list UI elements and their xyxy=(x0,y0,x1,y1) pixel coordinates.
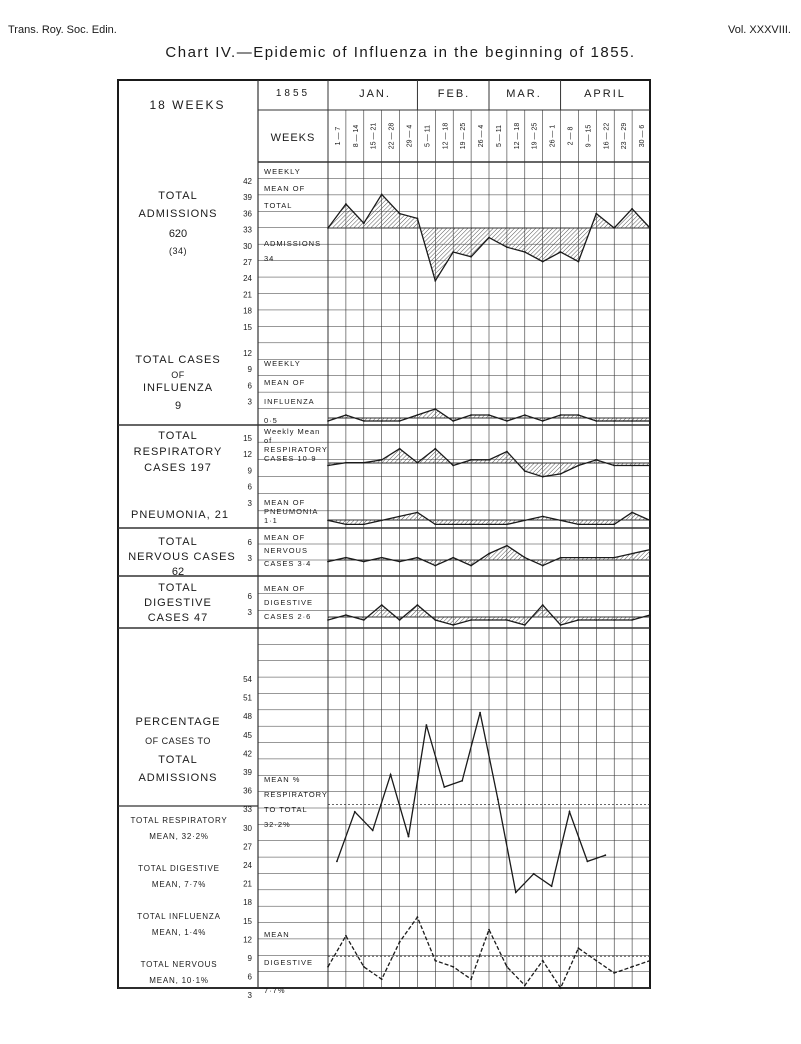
respiratory-point-5 xyxy=(417,462,419,464)
digestive-point-11 xyxy=(524,624,526,626)
pneumonia-point-12 xyxy=(542,516,544,518)
influenza-point-3 xyxy=(381,420,383,422)
digestive-point-15 xyxy=(595,619,597,621)
week-range-5: 5 — 11 xyxy=(424,124,432,148)
nervous-point-17 xyxy=(631,553,633,555)
pct-l3: TOTAL xyxy=(158,754,198,766)
admissions-point-9 xyxy=(488,237,490,239)
pct-dig-point-14 xyxy=(578,947,580,949)
resp-l2: RESPIRATORY xyxy=(133,446,223,458)
pct-l4: ADMISSIONS xyxy=(138,772,218,784)
week-range-11: 19 — 25 xyxy=(531,122,539,150)
pct-resp-point-2 xyxy=(372,830,374,832)
journal-header: Trans. Roy. Soc. Edin. xyxy=(8,24,117,36)
week-range-2: 15 — 21 xyxy=(370,122,378,150)
pct-dig-point-9 xyxy=(488,929,490,931)
pct-tick-0: 54 xyxy=(243,675,252,684)
pneumonia-point-5 xyxy=(417,512,419,514)
adm-tick-0: 42 xyxy=(243,177,252,186)
resp-tick-0: 15 xyxy=(243,434,252,443)
adm-tick-5: 27 xyxy=(243,258,252,267)
mean-resp-a: TOTAL RESPIRATORY xyxy=(130,816,228,825)
pct-dig-point-7 xyxy=(452,966,454,968)
influenza-point-1 xyxy=(345,414,347,416)
influenza-point-12 xyxy=(542,420,544,422)
pct-tick-4: 42 xyxy=(243,749,252,759)
respiratory-point-2 xyxy=(363,462,365,464)
pct-resp-point-3 xyxy=(390,774,392,776)
pneumonia-point-8 xyxy=(470,524,472,526)
influenza-point-5 xyxy=(417,414,419,416)
digestive-point-6 xyxy=(434,619,436,621)
digestive-point-2 xyxy=(363,619,365,621)
pct-dig-point-13 xyxy=(560,987,562,989)
pct-resp-point-4 xyxy=(408,836,410,838)
pneumonia-point-6 xyxy=(434,524,436,526)
nervous-point-16 xyxy=(613,557,615,559)
adm-l4: (34) xyxy=(168,246,187,256)
dig-l3: CASES 47 xyxy=(147,612,209,624)
pneumonia-point-9 xyxy=(488,524,490,526)
admissions-point-18 xyxy=(649,227,651,229)
admissions-point-6 xyxy=(434,280,436,282)
pct-tick-6: 36 xyxy=(243,786,252,796)
week-range-10: 12 — 18 xyxy=(513,122,521,150)
respiratory-point-4 xyxy=(399,448,401,450)
digestive-point-4 xyxy=(399,619,401,621)
pneu-l1: PNEUMONIA, 21 xyxy=(131,509,229,521)
pct-dig-point-8 xyxy=(470,978,472,980)
pct-resp-point-6 xyxy=(443,786,445,788)
chart-title: Chart IV.—Epidemic of Influenza in the beginning of 1855. xyxy=(165,44,636,61)
respiratory-point-14 xyxy=(578,465,580,467)
pneumonia-point-3 xyxy=(381,520,383,522)
nervous-point-12 xyxy=(542,565,544,567)
resp-l1: TOTAL xyxy=(158,430,198,442)
nerv-tick-0: 6 xyxy=(247,538,252,547)
influenza-point-2 xyxy=(363,420,365,422)
admissions-point-1 xyxy=(345,203,347,205)
week-range-9: 5 — 11 xyxy=(495,124,503,148)
pct-tick-13: 15 xyxy=(243,916,252,926)
adm-tick-2: 36 xyxy=(243,209,252,219)
nerv-cell-2: CASES 3·4 xyxy=(264,559,312,568)
week-range-16: 23 — 29 xyxy=(621,122,629,150)
resp-l3: CASES 197 xyxy=(144,462,212,474)
week-range-3: 22 — 28 xyxy=(388,122,396,150)
dig-cell-2: CASES 2·6 xyxy=(264,612,312,621)
pct-resp-point-13 xyxy=(569,811,571,813)
flu-cell-2: INFLUENZA xyxy=(264,397,315,406)
digestive-point-5 xyxy=(417,604,419,606)
pct-resp-point-14 xyxy=(587,861,589,863)
admissions-point-7 xyxy=(452,251,454,253)
pct-tick-2: 48 xyxy=(243,712,252,722)
pct-resp-cell-0: MEAN % xyxy=(264,775,301,784)
pct-dig-cell-2: 7·7% xyxy=(264,986,286,995)
admissions-point-3 xyxy=(381,194,383,196)
pneumonia-point-2 xyxy=(363,524,365,526)
pct-dig-point-10 xyxy=(506,966,508,968)
nervous-point-7 xyxy=(452,557,454,559)
influenza-point-6 xyxy=(434,408,436,410)
resp-cell-3: CASES 10·9 xyxy=(264,454,317,463)
nervous-point-4 xyxy=(399,561,401,563)
month-feb: FEB. xyxy=(437,88,471,100)
digestive-point-8 xyxy=(470,619,472,621)
digestive-point-17 xyxy=(631,619,633,621)
adm-tick-4: 30 xyxy=(243,241,252,251)
resp-tick-3: 6 xyxy=(247,482,252,492)
weeks-label: WEEKS xyxy=(270,132,316,144)
pct-dig-point-5 xyxy=(417,916,419,918)
digestive-point-7 xyxy=(452,624,454,626)
pneumonia-point-11 xyxy=(524,520,526,522)
flu-tick-0: 12 xyxy=(243,349,252,358)
respiratory-point-18 xyxy=(649,465,651,467)
nervous-point-10 xyxy=(506,545,508,547)
nerv-cell-0: MEAN OF xyxy=(264,533,306,542)
nervous-point-6 xyxy=(434,565,436,567)
admissions-point-12 xyxy=(542,261,544,263)
pneumonia-point-13 xyxy=(560,520,562,522)
mean-dig-b: MEAN, 7·7% xyxy=(151,880,207,889)
admissions-point-2 xyxy=(363,222,365,224)
respiratory-point-6 xyxy=(434,448,436,450)
dig-cell-0: MEAN OF xyxy=(264,584,306,593)
admissions-point-4 xyxy=(399,213,401,215)
resp-tick-1: 12 xyxy=(243,450,252,460)
year-label: 1855 xyxy=(275,88,311,99)
digestive-point-12 xyxy=(542,604,544,606)
adm-low-cell-0: ADMISSIONS xyxy=(264,239,322,248)
pct-l2: OF CASES TO xyxy=(145,736,211,746)
mean-flu-a: TOTAL INFLUENZA xyxy=(137,912,221,921)
influenza-point-14 xyxy=(578,414,580,416)
influenza-point-13 xyxy=(560,414,562,416)
nervous-point-18 xyxy=(649,549,651,551)
pct-dig-point-16 xyxy=(613,972,615,974)
week-range-8: 26 — 4 xyxy=(478,124,486,148)
adm-mean-cell-1: MEAN OF xyxy=(264,184,306,193)
pct-dig-point-1 xyxy=(345,935,347,937)
pct-resp-point-11 xyxy=(533,873,535,875)
nerv-tick-1: 3 xyxy=(247,554,252,563)
influenza-point-10 xyxy=(506,420,508,422)
flu-tick-2: 6 xyxy=(247,381,252,391)
pct-tick-9: 27 xyxy=(243,842,252,852)
influenza-point-11 xyxy=(524,414,526,416)
adm-mean-cell-0: WEEKLY xyxy=(264,167,301,176)
pct-tick-7: 33 xyxy=(243,805,252,815)
nerv-l3: 62 xyxy=(171,566,185,578)
pct-resp-point-10 xyxy=(515,892,517,894)
pct-tick-17: 3 xyxy=(247,991,252,1001)
pct-tick-8: 30 xyxy=(243,823,252,833)
pct-dig-point-12 xyxy=(542,960,544,962)
resp-tick-4: 3 xyxy=(247,498,252,508)
respiratory-point-10 xyxy=(506,451,508,453)
pct-resp-point-1 xyxy=(354,811,356,813)
resp-cell-1: of xyxy=(264,436,273,445)
pct-tick-11: 21 xyxy=(243,879,252,889)
influenza-point-17 xyxy=(631,420,633,422)
adm-tick-8: 18 xyxy=(243,306,252,316)
pct-resp-point-0 xyxy=(336,861,338,863)
week-range-6: 12 — 18 xyxy=(442,122,450,150)
flu-l2: OF xyxy=(171,370,185,380)
pct-resp-cell-3: 32·2% xyxy=(264,820,291,829)
week-range-7: 19 — 25 xyxy=(460,122,468,150)
adm-tick-6: 24 xyxy=(243,274,252,284)
pct-tick-14: 12 xyxy=(243,935,252,945)
weeks-count: 18 WEEKS xyxy=(149,98,226,112)
resp-cell-2: RESPIRATORY xyxy=(264,445,328,454)
respiratory-point-7 xyxy=(452,465,454,467)
pneumonia-point-10 xyxy=(506,524,508,526)
nervous-point-5 xyxy=(417,557,419,559)
admissions-point-5 xyxy=(417,218,419,220)
pct-dig-point-0 xyxy=(327,966,329,968)
pneumonia-point-7 xyxy=(452,524,454,526)
pct-tick-1: 51 xyxy=(243,693,252,703)
nervous-point-9 xyxy=(488,553,490,555)
influenza-point-9 xyxy=(488,414,490,416)
resp-tick-2: 9 xyxy=(247,466,252,476)
pct-resp-point-9 xyxy=(497,799,499,801)
week-range-14: 9 — 15 xyxy=(585,124,593,148)
dig-tick-1: 3 xyxy=(247,608,252,617)
nerv-l2: NERVOUS CASES xyxy=(128,551,236,563)
admissions-point-11 xyxy=(524,251,526,253)
nervous-point-8 xyxy=(470,565,472,567)
week-range-1: 8 — 14 xyxy=(352,124,360,148)
pct-tick-3: 45 xyxy=(243,730,252,740)
digestive-point-9 xyxy=(488,619,490,621)
respiratory-point-8 xyxy=(470,459,472,461)
pct-dig-point-4 xyxy=(399,941,401,943)
month-april: APRIL xyxy=(584,88,626,100)
volume-header: Vol. XXXVIII. xyxy=(728,24,791,36)
flu-tick-1: 9 xyxy=(247,365,252,375)
adm-low-cell-1: 34 xyxy=(264,254,275,263)
nervous-point-11 xyxy=(524,557,526,559)
influenza-point-16 xyxy=(613,420,615,422)
respiratory-point-16 xyxy=(613,465,615,467)
nerv-l1: TOTAL xyxy=(158,536,198,548)
pneumonia-point-15 xyxy=(595,524,597,526)
adm-tick-1: 39 xyxy=(243,193,252,203)
admissions-point-14 xyxy=(578,261,580,263)
mean-dig-a: TOTAL DIGESTIVE xyxy=(138,864,220,873)
pct-dig-point-15 xyxy=(595,960,597,962)
month-mar: MAR. xyxy=(506,88,542,100)
pct-l1: PERCENTAGE xyxy=(135,716,221,728)
flu-tick-3: 3 xyxy=(247,397,252,407)
dig-tick-0: 6 xyxy=(247,592,252,601)
admissions-point-16 xyxy=(613,227,615,229)
digestive-point-0 xyxy=(327,619,329,621)
respiratory-point-15 xyxy=(595,459,597,461)
influenza-point-15 xyxy=(595,420,597,422)
pneumonia-point-1 xyxy=(345,524,347,526)
nervous-point-13 xyxy=(560,557,562,559)
dig-l2: DIGESTIVE xyxy=(144,597,212,609)
pneu-cell-2: 1·1 xyxy=(264,516,278,525)
adm-l2: ADMISSIONS xyxy=(138,208,218,220)
pct-dig-cell-0: MEAN xyxy=(264,930,290,939)
pct-resp-point-8 xyxy=(479,712,481,714)
respiratory-point-17 xyxy=(631,465,633,467)
pct-resp-point-15 xyxy=(604,854,606,856)
week-range-15: 16 — 22 xyxy=(603,122,611,150)
respiratory-point-13 xyxy=(560,473,562,475)
pct-resp-point-12 xyxy=(551,885,553,887)
nervous-point-0 xyxy=(327,561,329,563)
week-range-12: 26 — 1 xyxy=(549,124,557,148)
adm-l3: 620 xyxy=(168,228,188,240)
respiratory-point-12 xyxy=(542,476,544,478)
mean-resp-b: MEAN, 32·2% xyxy=(149,832,209,841)
pct-tick-5: 39 xyxy=(243,768,252,777)
admissions-point-0 xyxy=(327,227,329,229)
pct-tick-15: 9 xyxy=(247,954,252,963)
admissions-point-8 xyxy=(470,256,472,258)
digestive-point-16 xyxy=(613,619,615,621)
pneumonia-point-17 xyxy=(631,512,633,514)
flu-cell-3: 0·5 xyxy=(264,416,278,425)
week-range-17: 30 — 6 xyxy=(639,124,647,148)
pneumonia-point-0 xyxy=(327,520,329,522)
nervous-point-1 xyxy=(345,557,347,559)
admissions-point-15 xyxy=(595,213,597,215)
month-jan: JAN. xyxy=(359,88,391,100)
pneumonia-point-4 xyxy=(399,516,401,518)
pct-resp-cell-2: TO TOTAL xyxy=(264,805,308,814)
pneumonia-point-18 xyxy=(649,520,651,522)
pct-resp-point-5 xyxy=(426,724,428,726)
influenza-point-0 xyxy=(327,420,329,422)
digestive-point-18 xyxy=(649,614,651,616)
pneu-cell-0: MEAN OF xyxy=(264,498,306,507)
digestive-point-14 xyxy=(578,619,580,621)
adm-mean-cell-2: TOTAL xyxy=(264,201,293,210)
pneumonia-point-16 xyxy=(613,524,615,526)
adm-tick-9: 15 xyxy=(243,322,252,332)
week-range-0: 1 — 7 xyxy=(334,126,342,146)
flu-cell-0: WEEKLY xyxy=(264,359,301,368)
flu-l4: 9 xyxy=(174,400,182,412)
nervous-point-3 xyxy=(381,557,383,559)
mean-flu-b: MEAN, 1·4% xyxy=(151,928,207,937)
flu-l3: INFLUENZA xyxy=(142,382,214,394)
dig-l1: TOTAL xyxy=(158,582,198,594)
digestive-point-10 xyxy=(506,619,508,621)
nervous-point-14 xyxy=(578,557,580,559)
pct-dig-point-11 xyxy=(524,985,526,987)
respiratory-point-0 xyxy=(327,465,329,467)
influenza-point-7 xyxy=(452,420,454,422)
influenza-point-4 xyxy=(399,420,401,422)
pct-dig-point-18 xyxy=(649,960,651,962)
respiratory-point-1 xyxy=(345,462,347,464)
pct-resp-cell-1: RESPIRATORY xyxy=(264,790,328,799)
pct-dig-point-6 xyxy=(434,960,436,962)
admissions-point-13 xyxy=(560,251,562,253)
pct-tick-16: 6 xyxy=(247,972,252,982)
influenza-point-8 xyxy=(470,414,472,416)
pct-dig-point-17 xyxy=(631,966,633,968)
flu-l1: TOTAL CASES xyxy=(135,354,221,366)
pct-tick-12: 18 xyxy=(243,898,252,908)
nervous-point-2 xyxy=(363,561,365,563)
pct-resp-point-7 xyxy=(461,780,463,782)
pct-dig-point-2 xyxy=(363,966,365,968)
digestive-point-13 xyxy=(560,624,562,626)
admissions-point-10 xyxy=(506,246,508,248)
mean-nerv-a: TOTAL NERVOUS xyxy=(140,960,218,969)
pneumonia-point-14 xyxy=(578,524,580,526)
adm-l1: TOTAL xyxy=(158,190,198,202)
week-range-4: 29 — 4 xyxy=(406,124,414,148)
week-range-13: 2 — 8 xyxy=(567,126,575,146)
respiratory-point-3 xyxy=(381,459,383,461)
pct-tick-10: 24 xyxy=(243,861,252,870)
pct-dig-point-3 xyxy=(381,978,383,980)
respiratory-point-11 xyxy=(524,470,526,472)
nerv-cell-1: NERVOUS xyxy=(264,546,308,555)
adm-tick-7: 21 xyxy=(243,290,252,300)
digestive-point-3 xyxy=(381,604,383,606)
nervous-point-15 xyxy=(595,557,597,559)
dig-cell-1: DIGESTIVE xyxy=(264,598,314,607)
mean-nerv-b: MEAN, 10·1% xyxy=(149,976,209,985)
influenza-point-18 xyxy=(649,420,651,422)
resp-cell-0: Weekly Mean xyxy=(264,427,321,436)
digestive-point-1 xyxy=(345,614,347,616)
admissions-point-17 xyxy=(631,208,633,210)
flu-cell-1: MEAN OF xyxy=(264,378,306,387)
respiratory-point-9 xyxy=(488,459,490,461)
pct-dig-cell-1: DIGESTIVE xyxy=(264,958,314,967)
pneu-cell-1: PNEUMONIA xyxy=(264,507,319,516)
adm-tick-3: 33 xyxy=(243,225,252,235)
